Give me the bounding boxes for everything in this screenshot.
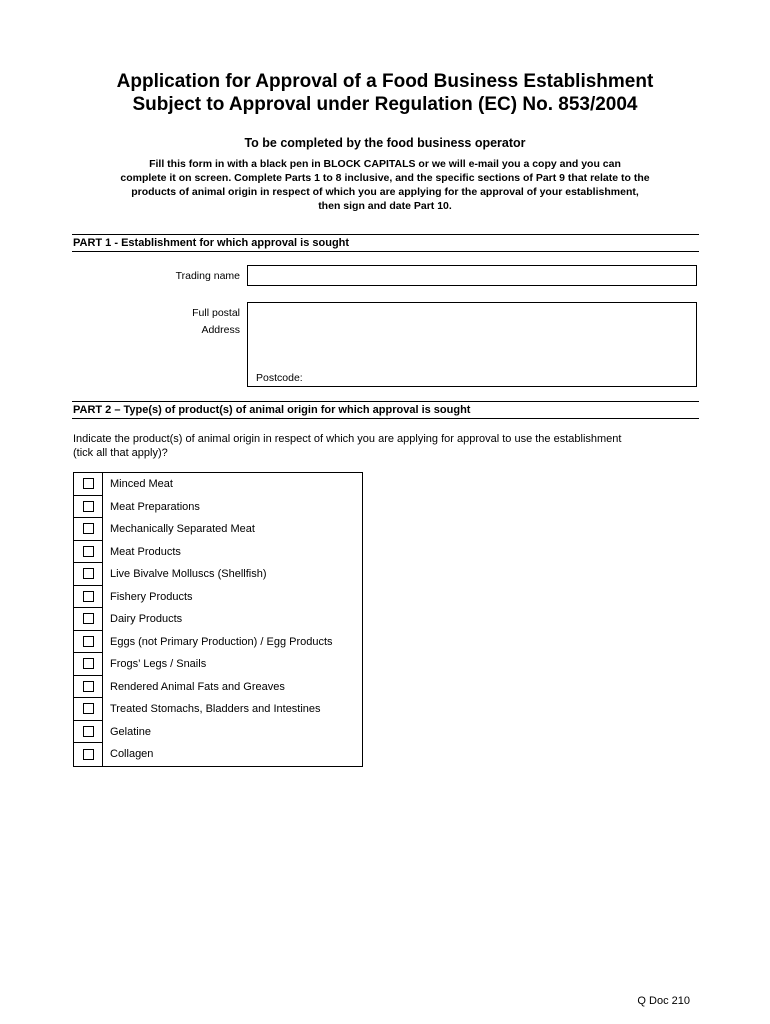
form-subtitle: To be completed by the food business operator bbox=[244, 136, 526, 150]
product-label: Dairy Products bbox=[110, 613, 183, 626]
product-row bbox=[74, 608, 362, 631]
product-row bbox=[74, 653, 362, 676]
product-row bbox=[74, 518, 362, 541]
part2-heading: PART 2 – Type(s) of product(s) of animal origin for which approval is sought bbox=[72, 401, 699, 419]
instruction-line: products of animal origin in respect of which you are applying for the approval of your establishment, bbox=[131, 186, 639, 198]
product-checkbox[interactable] bbox=[83, 568, 94, 579]
form-title-line-2: Subject to Approval under Regulation (EC) No. 853/2004 bbox=[132, 94, 638, 115]
product-checkbox[interactable] bbox=[83, 749, 94, 760]
product-label: Meat Products bbox=[110, 545, 181, 558]
checkbox-cell bbox=[74, 721, 103, 744]
checkbox-cell bbox=[74, 496, 103, 519]
full-postal-label: Full postal bbox=[192, 307, 240, 319]
product-label: Mechanically Separated Meat bbox=[110, 523, 255, 536]
product-checkbox[interactable] bbox=[83, 501, 94, 512]
product-checkbox[interactable] bbox=[83, 613, 94, 624]
product-row bbox=[74, 721, 362, 744]
product-label: Eggs (not Primary Production) / Egg Products bbox=[110, 635, 333, 648]
part2-instruction-line-1: Indicate the product(s) of animal origin in respect of which you are applying for approval to use the establishment bbox=[73, 433, 622, 445]
checkbox-cell bbox=[74, 541, 103, 564]
instruction-line: Fill this form in with a black pen in BLOCK CAPITALS or we will e-mail you a copy and you can bbox=[149, 158, 621, 170]
product-label: Fishery Products bbox=[110, 590, 193, 603]
product-row bbox=[74, 698, 362, 721]
checkbox-cell bbox=[74, 518, 103, 541]
trading-name-label: Trading name bbox=[175, 270, 240, 282]
checkbox-cell bbox=[74, 743, 103, 766]
product-label: Minced Meat bbox=[110, 478, 173, 491]
part1-heading: PART 1 - Establishment for which approval is sought bbox=[72, 234, 699, 252]
product-row bbox=[74, 541, 362, 564]
product-row bbox=[74, 563, 362, 586]
product-checkbox[interactable] bbox=[83, 546, 94, 557]
product-label: Treated Stomachs, Bladders and Intestines bbox=[110, 703, 321, 716]
product-row bbox=[74, 496, 362, 519]
product-checkbox[interactable] bbox=[83, 726, 94, 737]
product-checkbox[interactable] bbox=[83, 681, 94, 692]
product-checkbox[interactable] bbox=[83, 703, 94, 714]
postcode-label: Postcode: bbox=[256, 372, 303, 384]
product-checkbox[interactable] bbox=[83, 591, 94, 602]
form-title-line-1: Application for Approval of a Food Business Establishment bbox=[116, 71, 654, 92]
product-row bbox=[74, 473, 362, 496]
checkbox-cell bbox=[74, 631, 103, 654]
checkbox-cell bbox=[74, 473, 103, 496]
product-checkbox[interactable] bbox=[83, 523, 94, 534]
product-checkbox[interactable] bbox=[83, 658, 94, 669]
product-label: Rendered Animal Fats and Greaves bbox=[110, 680, 285, 693]
product-row bbox=[74, 676, 362, 699]
product-row bbox=[74, 631, 362, 654]
form-instructions bbox=[80, 157, 690, 213]
address-field[interactable] bbox=[247, 302, 697, 387]
product-label: Live Bivalve Molluscs (Shellfish) bbox=[110, 568, 267, 581]
product-row bbox=[74, 743, 362, 766]
product-checkbox[interactable] bbox=[83, 636, 94, 647]
instruction-line: then sign and date Part 10. bbox=[318, 200, 452, 212]
checkbox-cell bbox=[74, 698, 103, 721]
form-title bbox=[0, 70, 770, 116]
checkbox-cell bbox=[74, 608, 103, 631]
checkbox-cell bbox=[74, 653, 103, 676]
product-label: Frogs’ Legs / Snails bbox=[110, 658, 207, 671]
product-label: Gelatine bbox=[110, 725, 151, 738]
product-checkbox[interactable] bbox=[83, 478, 94, 489]
instruction-line: complete it on screen. Complete Parts 1 to 8 inclusive, and the specific sections of Part 9 that relate to the bbox=[120, 172, 650, 184]
product-label: Collagen bbox=[110, 748, 154, 761]
product-checklist bbox=[73, 472, 363, 767]
document-reference: Q Doc 210 bbox=[637, 995, 690, 1007]
product-row bbox=[74, 586, 362, 609]
checkbox-cell bbox=[74, 563, 103, 586]
address-label: Address bbox=[201, 324, 240, 336]
part2-instruction-line-2: (tick all that apply)? bbox=[73, 446, 168, 459]
trading-name-field[interactable] bbox=[247, 265, 697, 286]
product-label: Meat Preparations bbox=[110, 500, 200, 513]
checkbox-cell bbox=[74, 586, 103, 609]
part2-instruction bbox=[73, 433, 703, 460]
checkbox-cell bbox=[74, 676, 103, 699]
